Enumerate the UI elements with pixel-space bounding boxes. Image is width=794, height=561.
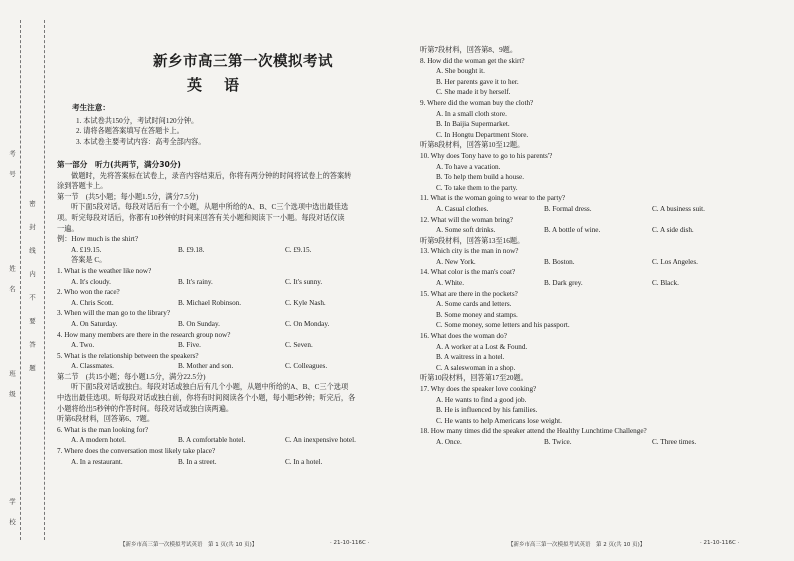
question: 8. How did the woman get the skirt? <box>420 56 525 65</box>
option-b: B. Five. <box>178 341 201 350</box>
question: 18. How many times did the speaker attend the Healthy Lunchtime Challenge? <box>420 427 647 436</box>
options <box>57 340 392 351</box>
option-b: B. Michael Robinson. <box>178 298 242 307</box>
part1-intro: 涂到答题卡上。 <box>57 182 108 191</box>
section2-intro: 听下面5段对话或独白。每段对话或独白后有几个小题，从题中所给的A、B、C三个选项 <box>71 383 349 392</box>
option-c: C. Colleagues. <box>285 362 328 371</box>
question: 12. What will the woman bring? <box>420 215 513 224</box>
label-banji: 班级 <box>8 370 16 411</box>
option-b: B. He is influenced by his families. <box>436 406 538 415</box>
option-b: B. In Baijia Supermarket. <box>436 120 510 129</box>
option-b: B. To help them build a house. <box>436 173 525 182</box>
section1-intro: 一遍。 <box>57 224 79 233</box>
material-label: 听第10段材料，回答第17至20题。 <box>420 374 528 383</box>
right-column <box>420 45 780 448</box>
notice-box <box>72 103 205 147</box>
question: 6. What is the man looking for? <box>57 425 149 434</box>
question: 14. What color is the man's coat? <box>420 268 516 277</box>
left-column <box>57 160 392 467</box>
question: 15. What are there in the pockets? <box>420 289 518 298</box>
section2-intro: 小题将给出5秒钟的作答时间。每段对话或独白读两遍。 <box>57 404 234 413</box>
option-a: A. He wants to find a good job. <box>436 395 527 404</box>
option-a: A. Chris Scott. <box>71 298 114 307</box>
question: 10. Why does Tony have to go to his parents'? <box>420 151 553 160</box>
footer-left: 【新乡市高三第一次模拟考试英语 第 1 页(共 10 页)】 <box>120 542 258 548</box>
binding-line-outer <box>20 20 21 540</box>
option-b: B. In a street. <box>178 457 217 466</box>
option-a: A. Classmates. <box>71 362 114 371</box>
binding-line-inner <box>44 20 45 540</box>
option-a: A. On Saturday. <box>71 319 118 328</box>
option-c: C. Three times. <box>652 437 697 446</box>
option-c: C. It's sunny. <box>285 277 323 286</box>
option-b: B. It's rainy. <box>178 277 213 286</box>
option-a: A. A modern hotel. <box>71 436 126 445</box>
option-a: A. Two. <box>71 341 95 350</box>
options <box>420 204 780 215</box>
label-xingming: 姓名 <box>8 265 16 306</box>
section1-intro: 项。听完每段对话后，你都有10秒钟的时间来回答有关小题和阅读下一小题。每段对话仅读 <box>57 213 345 222</box>
option-b: B. Formal dress. <box>544 204 592 213</box>
options <box>57 298 392 309</box>
option-c: C. Seven. <box>285 341 313 350</box>
option-c: C. £9.15. <box>285 245 312 254</box>
example-answer: 答案是 C。 <box>71 256 107 265</box>
option-a: A. In a small cloth store. <box>436 109 507 118</box>
option-c: C. An inexpensive hotel. <box>285 436 356 445</box>
question: 16. What does the woman do? <box>420 332 507 341</box>
option-c: C. In a hotel. <box>285 457 323 466</box>
option-c: C. Black. <box>652 279 679 288</box>
option-c: C. In Hongtu Department Store. <box>436 130 529 139</box>
option-a: A. £19.15. <box>71 245 102 254</box>
question: 2. Who won the race? <box>57 288 120 297</box>
question: 4. How many members are there in the research group now? <box>57 330 231 339</box>
label-kaohao: 考号 <box>8 150 16 191</box>
option-a: A. Casual clothes. <box>436 204 489 213</box>
example-options <box>57 245 392 256</box>
option-a: A. She bought it. <box>436 67 485 76</box>
option-b: B. £9.18. <box>178 245 205 254</box>
question: 9. Where did the woman buy the cloth? <box>420 98 534 107</box>
notice-item: 1. 本试卷共150分，考试时间120分钟。 <box>76 116 199 125</box>
example-question: 例：How much is the shirt? <box>57 235 139 244</box>
question: 13. Which city is the man in now? <box>420 247 519 256</box>
material-label: 听第9段材料，回答第13至16题。 <box>420 236 525 245</box>
options <box>57 361 392 372</box>
options <box>57 457 392 468</box>
label-xuexiao: 学校 <box>8 498 16 539</box>
question: 5. What is the relationship between the speakers? <box>57 351 199 360</box>
footer-right-code: · 21-10-116C · <box>700 540 740 546</box>
option-c: C. Los Angeles. <box>652 257 698 266</box>
exam-title: 新乡市高三第一次模拟考试 <box>153 54 333 70</box>
option-b: B. Her parents gave it to her. <box>436 77 519 86</box>
option-c: C. A business suit. <box>652 204 705 213</box>
option-a: A. Some soft drinks. <box>436 226 496 235</box>
option-a: A. White. <box>436 279 465 288</box>
option-c: C. Kyle Nash. <box>285 298 326 307</box>
option-b: B. A comfortable hotel. <box>178 436 246 445</box>
option-c: C. To take them to the party. <box>436 183 518 192</box>
option-b: B. Some money and stamps. <box>436 310 518 319</box>
option-b: B. Mother and son. <box>178 362 234 371</box>
option-b: B. Twice. <box>544 437 572 446</box>
section1-heading: 第一节 (共5小题；每小题1.5分，满分7.5分) <box>57 192 199 201</box>
option-a: A. In a restaurant. <box>71 457 123 466</box>
question: 7. Where does the conversation most likely take place? <box>57 447 216 456</box>
option-c: C. She made it by herself. <box>436 88 511 97</box>
options <box>57 435 392 446</box>
option-b: B. On Sunday. <box>178 319 220 328</box>
options <box>420 225 780 236</box>
option-a: A. New York. <box>436 257 476 266</box>
seal-line-text: 密封线内不要答题 <box>28 200 36 388</box>
section2-heading: 第二节 (共15小题；每小题1.5分，满分22.5分) <box>57 372 206 381</box>
part1-heading: 第一部分 听力(共两节，满分30分) <box>57 160 181 169</box>
options <box>420 278 780 289</box>
question: 17. Why does the speaker love cooking? <box>420 385 537 393</box>
option-a: A. To have a vacation. <box>436 162 501 171</box>
material-label: 听第7段材料，回答第8、9题。 <box>420 46 518 54</box>
option-b: B. Boston. <box>544 257 575 266</box>
material-label: 听第8段材料，回答第10至12题。 <box>420 141 525 150</box>
option-a: A. Once. <box>436 437 462 446</box>
question: 11. What is the woman going to wear to the party? <box>420 194 566 203</box>
option-c: C. Some money, some letters and his passport. <box>436 321 570 330</box>
notice-item: 3. 本试卷主要考试内容：高考全部内容。 <box>76 137 206 146</box>
section2-intro: 中选出最佳选项。听每段对话或独白前，你将有时间阅读各个小题，每小题5秒钟；听完后，各 <box>57 394 356 403</box>
options <box>420 257 780 268</box>
part1-intro: 做题时，先将答案标在试卷上，录音内容结束后，你将有两分钟的时间将试卷上的答案转 <box>71 171 352 180</box>
option-c: C. He wants to help Americans lose weight. <box>436 416 562 425</box>
exam-subject: 英语 <box>187 76 262 94</box>
option-b: B. A bottle of wine. <box>544 226 601 235</box>
options <box>57 319 392 330</box>
option-b: B. A waitress in a hotel. <box>436 353 505 362</box>
option-c: C. A saleswoman in a shop. <box>436 363 516 372</box>
option-a: A. Some cards and letters. <box>436 300 512 309</box>
options <box>420 437 780 448</box>
option-c: C. On Monday. <box>285 319 330 328</box>
option-c: C. A side dish. <box>652 226 694 235</box>
option-b: B. Dark grey. <box>544 279 583 288</box>
material-label: 听第6段材料，回答第6、7题。 <box>57 415 155 424</box>
section1-intro: 听下面5段对话。每段对话后有一个小题，从题中所给的A、B、C三个选项中选出最佳选 <box>71 203 349 212</box>
option-a: A. It's cloudy. <box>71 277 111 286</box>
notice-item: 2. 请将各题答案填写在答题卡上。 <box>76 127 184 136</box>
options <box>57 277 392 288</box>
footer-right: 【新乡市高三第一次模拟考试英语 第 2 页(共 10 页)】 <box>508 542 646 548</box>
notice-heading: 考生注意： <box>72 103 110 112</box>
question: 1. What is the weather like now? <box>57 266 152 275</box>
footer-left-code: · 21-10-116C · <box>330 540 370 546</box>
option-a: A. A worker at a Lost & Found. <box>436 342 528 351</box>
question: 3. When will the man go to the library? <box>57 309 171 318</box>
